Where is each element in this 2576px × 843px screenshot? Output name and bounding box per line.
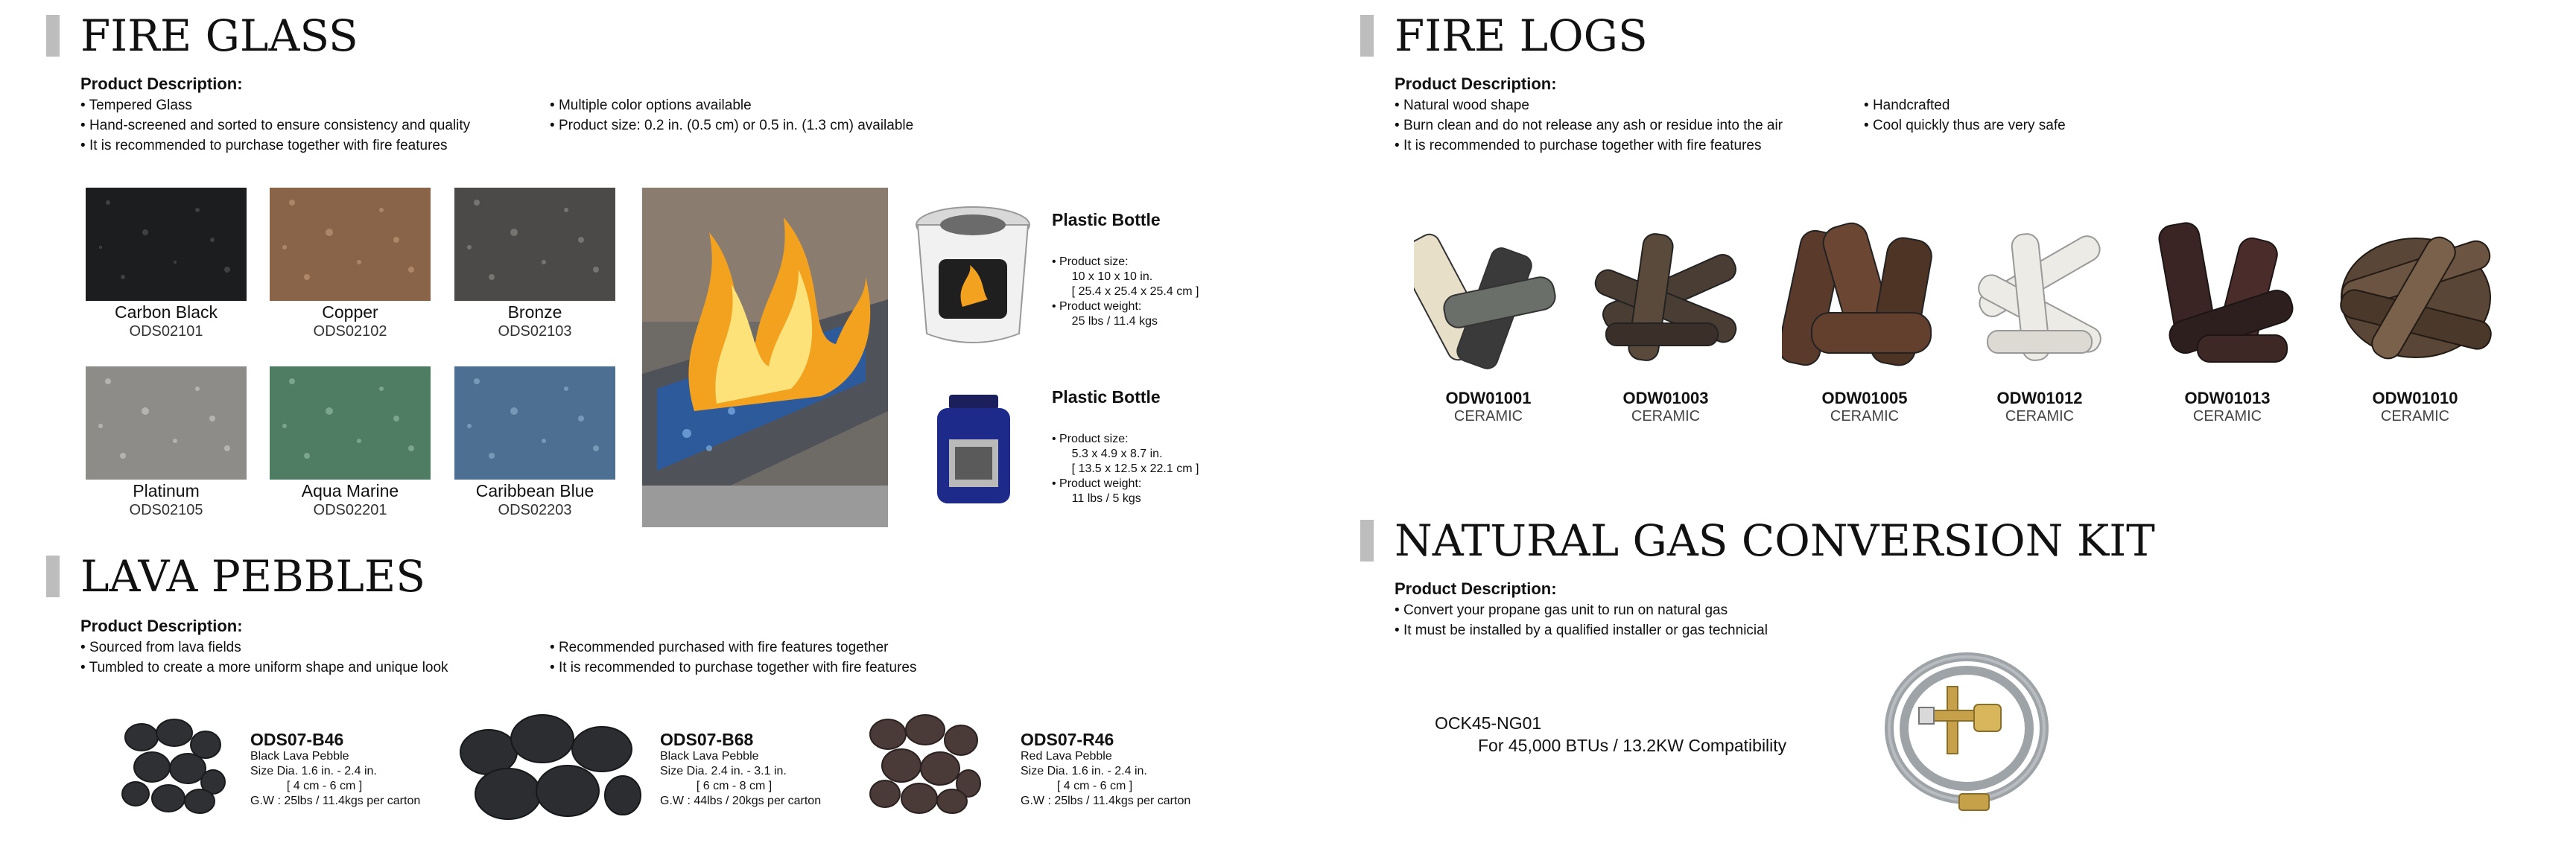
bottle-title: Plastic Bottle	[1052, 387, 1161, 407]
log-code: ODW01013	[2184, 389, 2271, 407]
log-set-odw01012-image	[1965, 219, 2114, 375]
swatch-name: Carbon Black	[114, 302, 218, 322]
swatch-carbon-black	[86, 188, 247, 301]
heading-bar	[1360, 520, 1374, 562]
bullet: • Recommended purchased with fire features together	[550, 637, 916, 658]
fire-logs-bullets-right	[1864, 95, 2066, 136]
bullet: • It is recommended to purchase together with fire features	[1395, 136, 1783, 156]
swatch-bronze	[454, 188, 615, 301]
log-set-odw01010-image	[2332, 216, 2500, 375]
heading-bar	[1360, 15, 1374, 57]
bullet: • Handcrafted	[1864, 95, 2066, 115]
swatch-name: Copper	[322, 302, 378, 322]
swatch-name: Platinum	[133, 481, 200, 500]
fire-pit-photo	[642, 188, 888, 527]
bullet: • It must be installed by a qualified installer or gas technicial	[1395, 620, 1768, 640]
log-code: ODW01010	[2372, 389, 2458, 407]
log-material: CERAMIC	[2005, 408, 2075, 424]
bullet: • Tempered Glass	[80, 95, 470, 115]
swatch-name: Caribbean Blue	[475, 481, 594, 500]
gas-kit-title: NATURAL GAS CONVERSION KIT	[1395, 515, 2155, 566]
bucket-container-image	[910, 203, 1035, 349]
glass-texture-image	[270, 188, 431, 301]
pebble-spec: Black Lava Pebble Size Dia. 2.4 in. - 3.1 in. [ 6 cm - 8 cm ] G.W : 44lbs / 20kgs per carton	[660, 750, 822, 807]
fire-glass-bullets-right	[550, 95, 913, 136]
swatch-caribbean-blue	[454, 366, 615, 480]
swatch-name: Bronze	[507, 302, 562, 322]
glass-texture-image	[454, 188, 615, 301]
fire-glass-bullets-left	[80, 95, 470, 156]
bullet: • Cool quickly thus are very safe	[1864, 115, 2066, 136]
glass-texture-image	[86, 188, 247, 301]
fire-logs-title: FIRE LOGS	[1395, 10, 1648, 61]
lava-pebbles-title: LAVA PEBBLES	[80, 551, 425, 602]
swatch-code: ODS02203	[498, 502, 572, 518]
lava-pebbles-bullets-right	[550, 637, 916, 678]
swatch-code: ODS02105	[129, 502, 203, 518]
fire-logs-desc-label: Product Description:	[1395, 74, 1557, 93]
bottle-spec: • Product size: 5.3 x 4.9 x 8.7 in. [ 13.5 x 12.5 x 22.1 cm ] • Product weight: 11 lbs / 5 kgs	[1052, 433, 1199, 505]
log-material: CERAMIC	[2192, 408, 2262, 424]
swatch-code: ODS02201	[313, 502, 387, 518]
log-set-odw01001-image	[1414, 219, 1563, 375]
lava-pebbles-bullets-left	[80, 637, 448, 678]
pebble-code: ODS07-R46	[1021, 730, 1114, 749]
log-code: ODW01012	[1996, 389, 2083, 407]
log-material: CERAMIC	[1830, 408, 1900, 424]
fire-glass-title: FIRE GLASS	[80, 10, 358, 61]
bullet: • Product size: 0.2 in. (0.5 cm) or 0.5 in. (1.3 cm) available	[550, 115, 913, 136]
bullet: • It is recommended to purchase together with fire features	[80, 136, 470, 156]
heading-bar	[46, 15, 60, 57]
red-lava-pebble-image	[866, 712, 982, 816]
bullet: • Sourced from lava fields	[80, 637, 448, 658]
bullet: • Hand-screened and sorted to ensure consistency and quality	[80, 115, 470, 136]
bullet: • Burn clean and do not release any ash or residue into the air	[1395, 115, 1783, 136]
jar-container-image	[933, 395, 1015, 506]
swatch-platinum	[86, 366, 247, 480]
pebble-code: ODS07-B46	[250, 730, 344, 749]
pebble-spec: Black Lava Pebble Size Dia. 1.6 in. - 2.4 in. [ 4 cm - 6 cm ] G.W : 25lbs / 11.4kgs per carton	[250, 750, 421, 807]
heading-bar	[46, 556, 60, 597]
log-code: ODW01001	[1445, 389, 1532, 407]
fire-logs-bullets-left	[1395, 95, 1783, 156]
log-material: CERAMIC	[1631, 408, 1701, 424]
swatch-code: ODS02102	[313, 323, 387, 340]
bullet: • Convert your propane gas unit to run on natural gas	[1395, 600, 1768, 620]
log-set-odw01013-image	[2153, 216, 2302, 375]
bottle-spec: • Product size: 10 x 10 x 10 in. [ 25.4 x 25.4 x 25.4 cm ] • Product weight: 25 lbs / 11.4 kgs	[1052, 255, 1199, 328]
bottle-title: Plastic Bottle	[1052, 210, 1161, 229]
glass-texture-image	[270, 366, 431, 480]
glass-texture-image	[454, 366, 615, 480]
swatch-code: ODS02101	[129, 323, 203, 340]
pebble-spec: Red Lava Pebble Size Dia. 1.6 in. - 2.4 in. [ 4 cm - 6 cm ] G.W : 25lbs / 11.4kgs per carton	[1021, 750, 1191, 807]
black-lava-pebble-large-image	[456, 707, 642, 827]
lava-pebbles-desc-label: Product Description:	[80, 617, 243, 635]
pebble-code: ODS07-B68	[660, 730, 754, 749]
bullet: • Multiple color options available	[550, 95, 913, 115]
bullet: • Natural wood shape	[1395, 95, 1783, 115]
log-material: CERAMIC	[2380, 408, 2450, 424]
bullet: • Tumbled to create a more uniform shape and unique look	[80, 658, 448, 678]
swatch-code: ODS02103	[498, 323, 572, 340]
log-set-odw01003-image	[1584, 219, 1748, 375]
gas-kit-desc-label: Product Description:	[1395, 579, 1557, 598]
swatch-aqua-marine	[270, 366, 431, 480]
glass-texture-image	[86, 366, 247, 480]
black-lava-pebble-small-image	[119, 715, 226, 816]
kit-compatibility: For 45,000 BTUs / 13.2KW Compatibility	[1478, 736, 1787, 755]
kit-model-number: OCK45-NG01	[1435, 713, 1542, 733]
bullet: • It is recommended to purchase together with fire features	[550, 658, 916, 678]
log-code: ODW01005	[1821, 389, 1908, 407]
swatch-name: Aqua Marine	[301, 481, 399, 500]
log-material: CERAMIC	[1453, 408, 1523, 424]
gas-kit-bullets	[1395, 600, 1768, 640]
fire-glass-desc-label: Product Description:	[80, 74, 243, 93]
gas-hose-kit-image	[1877, 645, 2056, 816]
log-code: ODW01003	[1622, 389, 1709, 407]
swatch-copper	[270, 188, 431, 301]
log-set-odw01005-image	[1782, 216, 1947, 377]
